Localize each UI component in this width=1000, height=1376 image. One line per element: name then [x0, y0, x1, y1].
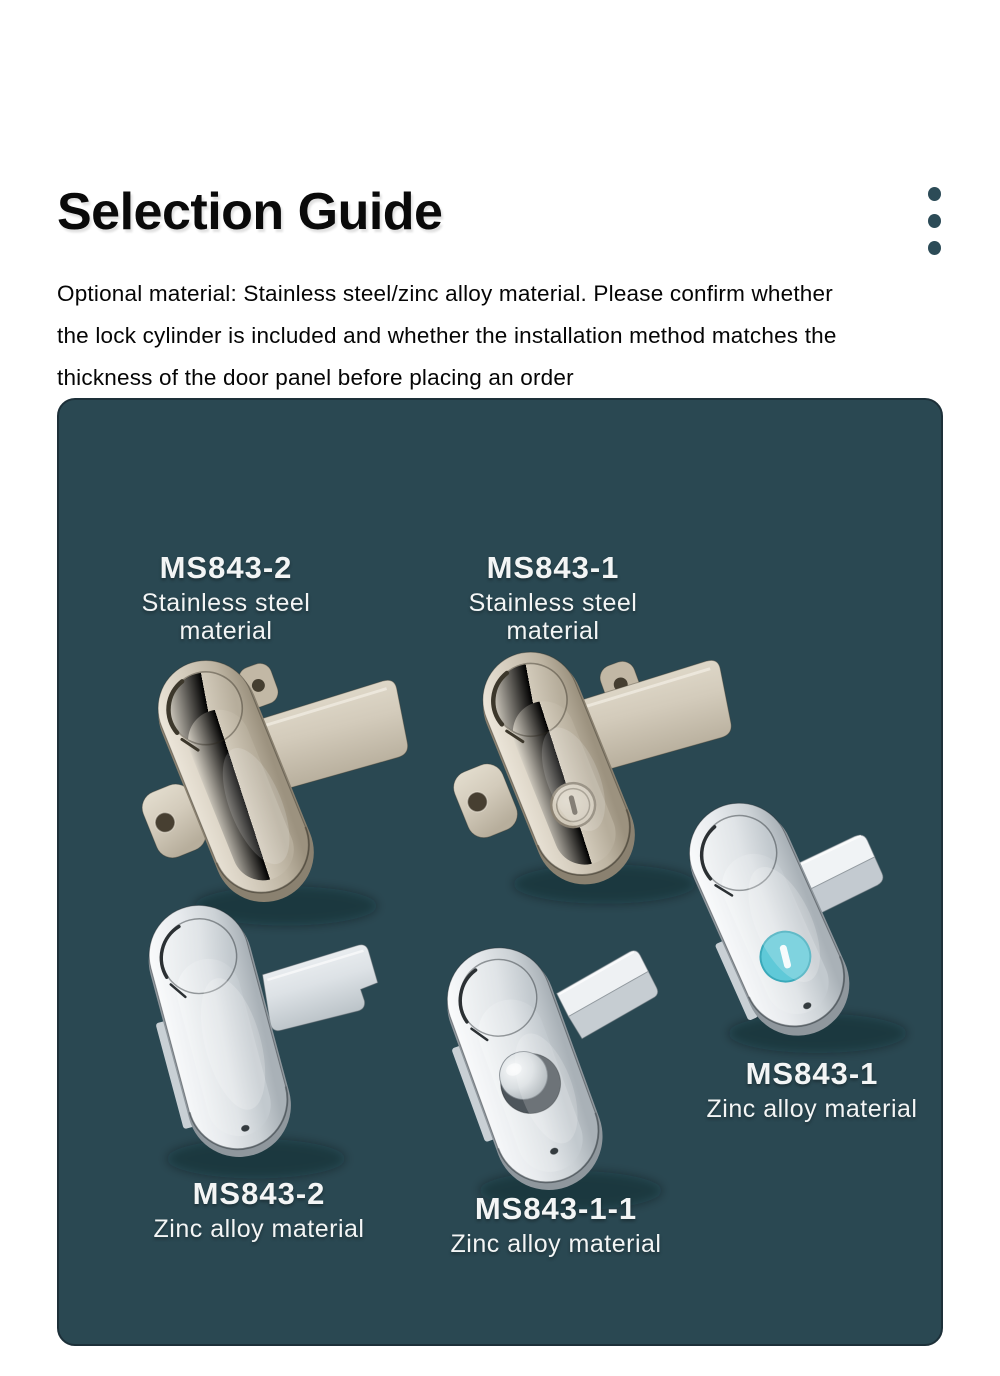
product-model: MS843-1 — [745, 1056, 879, 1091]
product-material: Stainless steel material — [468, 589, 638, 645]
product-model: MS843-2 — [159, 550, 293, 585]
product-model: MS843-2 — [192, 1176, 326, 1211]
product-label-ms843-1-1-zinc — [426, 1191, 686, 1258]
product-label-ms843-2-stainless — [96, 550, 356, 645]
description-line: Optional material: Stainless steel/zinc alloy material. Please confirm whether — [57, 281, 833, 306]
kebab-menu-icon — [928, 187, 941, 255]
description-line: thickness of the door panel before placing an order — [57, 365, 574, 390]
product-photo-ms843-2-stainless — [98, 645, 412, 935]
page-title: Selection Guide — [57, 183, 443, 241]
description-line: the lock cylinder is included and whether the installation method matches the — [57, 323, 837, 348]
product-model: MS843-1-1 — [474, 1191, 638, 1226]
product-material: Zinc alloy material — [706, 1095, 918, 1123]
kebab-dot — [928, 187, 941, 201]
product-label-ms843-1-stainless — [423, 550, 683, 645]
kebab-dot — [928, 241, 941, 255]
description-text — [57, 273, 837, 399]
product-material: Stainless steel material — [141, 589, 311, 645]
kebab-dot — [928, 214, 941, 228]
product-model: MS843-1 — [486, 550, 620, 585]
product-label-ms843-2-zinc — [129, 1176, 389, 1243]
product-showcase-panel — [57, 398, 943, 1346]
product-photo-ms843-1-1-zinc — [423, 933, 661, 1208]
product-label-ms843-1-zinc — [682, 1056, 942, 1123]
product-photo-ms843-2-zinc — [128, 894, 382, 1171]
product-material: Zinc alloy material — [153, 1215, 365, 1243]
product-material: Zinc alloy material — [450, 1230, 662, 1258]
